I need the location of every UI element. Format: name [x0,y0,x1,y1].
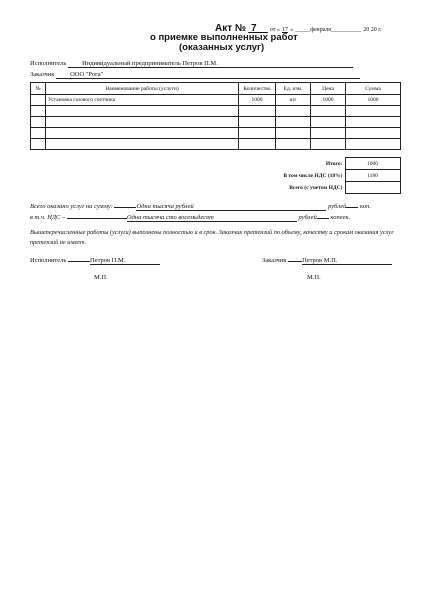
row-price [311,128,346,139]
col-sum: Сумма [346,83,401,95]
act-subtitle-1: о приемке выполненных работ [150,32,298,43]
date-month: февраля [310,27,332,33]
vat-words-rub: рублей [298,214,317,221]
row-unit [276,128,311,139]
row-qty [239,117,276,128]
vat-words-value: Одна тысяча сто восемьдесят [127,214,297,222]
sum-words-prefix: Всего оказано услуг на сумму: [30,203,113,210]
date-from-label: от « [269,27,280,33]
row-name [46,117,239,128]
row-num [31,106,46,117]
vat-words-prefix: в т.ч. НДС – [30,214,66,221]
table-row [31,117,401,128]
row-sum [346,139,401,150]
act-subtitle-2: (оказанных услуг) [179,42,265,53]
sum-words-kop: коп. [360,203,371,210]
row-price [311,139,346,150]
row-sum: 1000 [346,95,401,106]
table-header-row [31,83,401,95]
row-unit [276,117,311,128]
services-table [30,82,401,150]
col-name: Наименование работы (услуги) [46,83,239,95]
vat-label: В том числе НДС (18%) [283,172,343,179]
col-unit: Ед. изм. [276,83,311,95]
executor-signature [30,257,160,265]
row-unit [276,139,311,150]
act-title-line: Акт № 7__ от « 17 » _____февраля__________ 20 20 г. [215,23,382,34]
executor-stamp: М.П. [94,274,108,281]
row-unit [276,106,311,117]
col-qty: Количество [239,83,276,95]
row-price [311,117,346,128]
sum-words-value: Одна тысяча рублей [136,203,326,211]
customer-sign-label: Заказчик [262,257,287,264]
row-price [311,106,346,117]
date-day: 17 [281,27,288,33]
executor-row [30,60,353,68]
total-label: Итого: [325,160,343,167]
grand-total-label: Всего (с учетом НДС) [289,184,343,191]
act-label: Акт № [215,23,247,34]
executor-label: Исполнитель [30,60,67,67]
grand-total-value [345,182,400,194]
row-unit: шт [276,95,311,106]
customer-row [30,71,360,79]
totals-table [230,157,401,194]
vat-words-row [30,214,350,222]
row-qty: 1000 [239,95,276,106]
table-row [31,139,401,150]
sum-words-row [30,203,371,211]
customer-signature [262,257,392,265]
customer-label: Заказчик [30,71,55,78]
customer-value: ООО "Рога" [56,71,360,79]
vat-words-kop: копеек. [330,214,351,221]
act-number: 7__ [250,23,268,34]
customer-sign-name: Петров М.П. [302,257,392,265]
col-price: Цена [311,83,346,95]
row-num [31,95,46,106]
sum-words-rub: рублей [328,203,347,210]
date-year: 20 20 г. [363,27,382,33]
row-num [31,139,46,150]
row-name [46,128,239,139]
executor-sign-label: Исполнитель [30,257,67,264]
executor-sign-name: Петров П.М. [90,257,160,265]
executor-value: Индивидуальный предприниматель Петров П.М. [68,60,353,68]
table-row [31,128,401,139]
row-qty [239,139,276,150]
table-row [31,106,401,117]
row-sum [346,128,401,139]
row-name: Установка газового счетчика [46,95,239,106]
row-name [46,139,239,150]
row-num [31,117,46,128]
acceptance-note: Вышеперечисленные работы (услуги) выполнены полностью и в срок. Заказчик претензий по объему, качеству и срокам оказания услуг претензий не имеет. [30,229,394,246]
row-qty [239,128,276,139]
vat-value: 1180 [345,170,400,182]
row-num [31,128,46,139]
row-name [46,106,239,117]
col-num: № [31,83,46,95]
row-sum [346,106,401,117]
date-day-close: » [290,27,294,33]
row-qty [239,106,276,117]
row-price: 1000 [311,95,346,106]
row-sum [346,117,401,128]
total-value: 1000 [345,158,400,170]
table-row [31,95,401,106]
customer-stamp: М.П. [307,274,321,281]
